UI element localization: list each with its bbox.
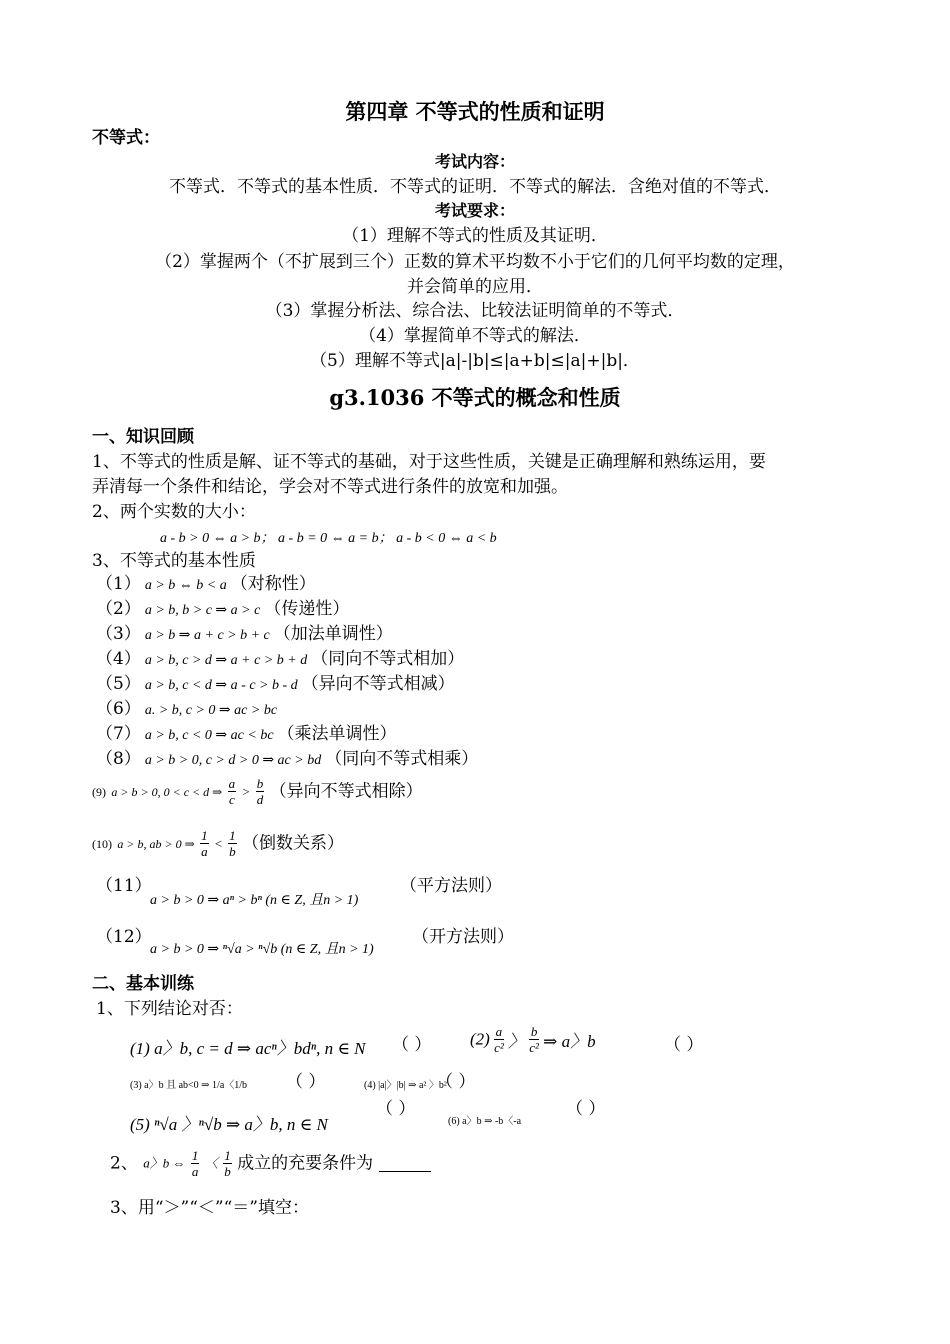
property-note: （平方法则） bbox=[400, 876, 502, 896]
fraction-denominator: c² bbox=[494, 1040, 504, 1055]
requirement-item: （3）掌握分析法、综合法、比较法证明简单的不等式． bbox=[265, 301, 685, 321]
property-row bbox=[92, 776, 423, 807]
property-note: （异向不等式相除） bbox=[269, 781, 423, 802]
exercise-line bbox=[110, 1148, 431, 1179]
property-number: (9) bbox=[92, 785, 106, 799]
property-number: （6） bbox=[96, 699, 141, 719]
exercise-item: (5) ⁿ√a 〉ⁿ√b ⇒ a〉b, n ∈ N bbox=[130, 1115, 328, 1134]
property-number: （11） bbox=[96, 876, 152, 896]
property-row bbox=[96, 648, 464, 672]
property-number: （3） bbox=[96, 624, 141, 644]
part2-heading: 二、基本训练 bbox=[92, 974, 194, 994]
property-formula: a > b > 0, 0 < c < d ⇒ bbox=[111, 785, 223, 799]
fraction-denominator: a bbox=[191, 1164, 199, 1179]
exercise-item: (3) a〉b 且 ab<0 ⇒ 1/a〈1/b bbox=[130, 1080, 248, 1091]
property-formula: a > b, c < d ⇒ a - c > b - d bbox=[144, 678, 298, 693]
exercise-line: 3、用“＞”“＜”“＝”填空： bbox=[110, 1198, 309, 1218]
fraction-numerator: b bbox=[530, 1024, 538, 1039]
property-formula: a > b ⇒ a + c > b + c bbox=[144, 628, 270, 643]
property-formula: a > b > 0 ⇒ ⁿ√a > ⁿ√b (n ∈ Z, 且n > 1) bbox=[150, 942, 374, 957]
fraction-numerator: 1 bbox=[191, 1148, 199, 1163]
lesson-title: g3.1036 不等式的概念和性质 bbox=[329, 385, 621, 410]
answer-parentheses: （ ） bbox=[392, 1035, 432, 1055]
fraction-numerator: 1 bbox=[229, 828, 236, 843]
property-formula: a > b > 0, c > d > 0 ⇒ ac > bd bbox=[144, 753, 322, 768]
property-number: （1） bbox=[96, 574, 141, 594]
fraction bbox=[256, 776, 265, 807]
fraction-denominator: c bbox=[228, 792, 235, 807]
property-formula: a > b, c < 0 ⇒ ac < bc bbox=[144, 728, 274, 743]
fraction bbox=[223, 1148, 232, 1179]
requirement-item: （4）掌握简单不等式的解法． bbox=[359, 326, 591, 346]
exam-content-heading: 考试内容： bbox=[434, 152, 515, 171]
paragraph-line: 1、不等式的性质是解、证不等式的基础，对于这些性质，关键是正确理解和熟练运用，要 bbox=[92, 452, 766, 472]
property-number: （12） bbox=[96, 927, 152, 947]
property-row bbox=[96, 723, 397, 747]
paragraph-line: 3、不等式的基本性质 bbox=[92, 551, 256, 571]
relation-symbol: < bbox=[213, 836, 223, 851]
exercise-formula: a〉b ⇔ bbox=[143, 1155, 186, 1171]
fraction bbox=[200, 828, 209, 859]
property-number: （8） bbox=[96, 749, 141, 769]
exercise-line: 1、下列结论对否： bbox=[96, 999, 243, 1019]
property-formula: a > b ⇔ b < a bbox=[144, 578, 227, 593]
property-note: （开方法则） bbox=[412, 927, 514, 947]
property-number: （2） bbox=[96, 599, 141, 619]
property-note: （对称性） bbox=[230, 574, 316, 594]
answer-blank[interactable] bbox=[379, 1156, 431, 1172]
item-number: (2) bbox=[470, 1029, 490, 1049]
fraction-numerator: a bbox=[495, 1024, 503, 1039]
paragraph-line: 弄清每一个条件和结论，学会对不等式进行条件的放宽和加强。 bbox=[92, 477, 568, 497]
answer-parentheses: （ ） bbox=[664, 1035, 704, 1055]
answer-parentheses: （ ） bbox=[376, 1099, 416, 1119]
property-note: （同向不等式相乘） bbox=[325, 749, 479, 769]
property-row bbox=[96, 598, 349, 622]
relation-symbol: 〉 bbox=[508, 1032, 525, 1051]
property-formula: a > b, b > c ⇒ a > c bbox=[144, 603, 261, 618]
property-number: （5） bbox=[96, 674, 141, 694]
property-formula: a > b, c > d ⇒ a + c > b + d bbox=[144, 653, 308, 668]
property-formula: a > b, ab > 0 ⇒ bbox=[117, 837, 195, 851]
relation-symbol: 〈 bbox=[204, 1155, 218, 1171]
exam-requirements-heading: 考试要求： bbox=[434, 201, 515, 220]
fraction-numerator: 1 bbox=[224, 1148, 231, 1163]
requirement-item: （2）掌握两个（不扩展到三个）正数的算术平均数不小于它们的几何平均数的定理， bbox=[155, 252, 795, 272]
fraction bbox=[228, 828, 237, 859]
answer-parentheses: （ ） bbox=[286, 1072, 326, 1092]
fraction bbox=[191, 1148, 200, 1179]
fraction-numerator: a bbox=[228, 776, 236, 791]
property-number: （7） bbox=[96, 724, 141, 744]
fraction-numerator: 1 bbox=[201, 828, 208, 843]
item-conclusion: ⇒ a〉b bbox=[543, 1032, 596, 1051]
exam-content-text: 不等式．不等式的基本性质．不等式的证明．不等式的解法．含绝对值的不等式． bbox=[169, 177, 781, 197]
answer-parentheses: （ ） bbox=[566, 1099, 606, 1119]
paragraph-line: 2、两个实数的大小： bbox=[92, 502, 256, 522]
property-note: （同向不等式相加） bbox=[311, 649, 465, 669]
property-number: （4） bbox=[96, 649, 141, 669]
property-note: （传递性） bbox=[264, 599, 350, 619]
fraction-denominator: d bbox=[256, 792, 264, 807]
property-note: （倒数关系） bbox=[242, 833, 345, 854]
relation-symbol: > bbox=[241, 784, 251, 799]
requirement-item: （5）理解不等式|a|-|b|≤|a+b|≤|a|+|b|． bbox=[310, 351, 640, 371]
exercise-item: (4) |a|〉|b| ⇒ a² 〉b² bbox=[364, 1080, 447, 1091]
requirement-item: 并会简单的应用． bbox=[407, 277, 543, 297]
answer-parentheses: （ ） bbox=[436, 1072, 476, 1092]
exercise-item: (6) a〉b ⇒ -b〈-a bbox=[448, 1116, 522, 1127]
property-formula: a > b > 0 ⇒ aⁿ > bⁿ (n ∈ Z, 且n > 1) bbox=[150, 893, 359, 908]
fraction-numerator: b bbox=[256, 776, 264, 791]
exercise-number: 2、 bbox=[110, 1153, 138, 1174]
property-row bbox=[96, 573, 316, 597]
fraction bbox=[494, 1024, 504, 1055]
property-note: （加法单调性） bbox=[273, 624, 393, 644]
property-row bbox=[92, 828, 344, 859]
property-row bbox=[96, 698, 281, 722]
exercise-item bbox=[470, 1024, 596, 1055]
part1-heading: 一、知识回顾 bbox=[92, 427, 194, 447]
exercise-item: (1) a〉b, c = d ⇒ acⁿ〉bdⁿ, n ∈ N bbox=[130, 1039, 366, 1058]
exercise-text: 成立的充要条件为 bbox=[237, 1153, 374, 1174]
property-note: （乘法单调性） bbox=[277, 724, 397, 744]
fraction-denominator: b bbox=[224, 1164, 231, 1179]
requirement-item: （1）理解不等式的性质及其证明． bbox=[342, 226, 608, 246]
property-row bbox=[96, 673, 455, 697]
property-note: （异向不等式相减） bbox=[301, 674, 455, 694]
fraction bbox=[529, 1024, 539, 1055]
fraction bbox=[228, 776, 237, 807]
fraction-denominator: a bbox=[201, 844, 208, 859]
property-number: (10) bbox=[92, 837, 112, 851]
property-formula: a. > b, c > 0 ⇒ ac > bc bbox=[144, 703, 278, 718]
real-number-comparison-formula: a - b > 0 ⇔ a > b； a - b = 0 ⇔ a = b； a - b < 0 ⇔ a < b bbox=[160, 531, 497, 546]
fraction-denominator: b bbox=[229, 844, 236, 859]
section-label: 不等式： bbox=[92, 128, 160, 148]
property-row bbox=[96, 623, 393, 647]
property-row bbox=[96, 748, 478, 772]
fraction-denominator: c² bbox=[529, 1040, 539, 1055]
chapter-title: 第四章 不等式的性质和证明 bbox=[345, 99, 605, 124]
